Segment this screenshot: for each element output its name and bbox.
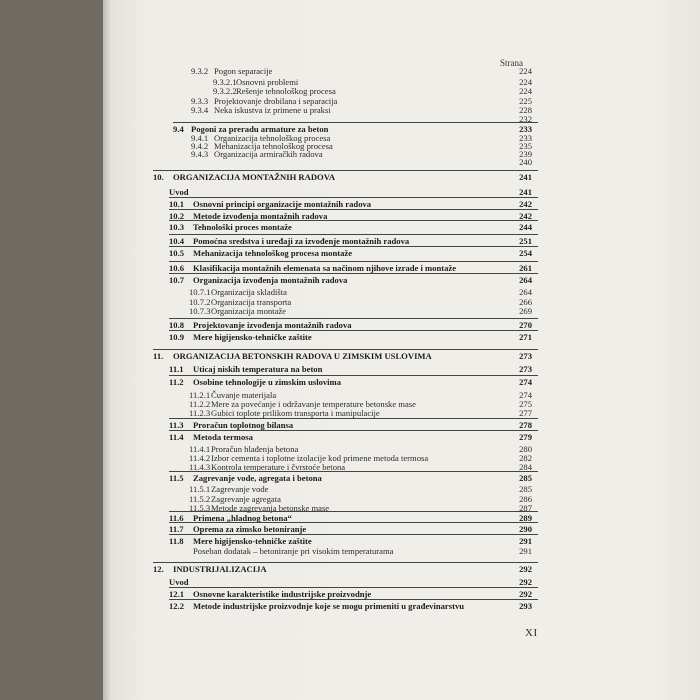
toc-entry — [103, 589, 532, 599]
toc-entry — [103, 364, 532, 374]
toc-entry-page: 291 — [519, 536, 532, 546]
toc-entry-number: 10.6 — [169, 263, 185, 273]
toc-entry-page: 287 — [519, 503, 532, 513]
toc-entry — [103, 536, 532, 546]
toc-entry-page: 240 — [519, 157, 532, 167]
toc-entry-page: 264 — [519, 287, 532, 297]
toc-entry-number: 9.4.2 — [191, 141, 209, 151]
toc-entry-page: 261 — [519, 263, 532, 273]
toc-entry-title: Neka iskustva iz primene u praksi — [214, 105, 331, 115]
toc-entry-page: 224 — [519, 66, 532, 76]
toc-entry — [103, 66, 532, 76]
toc-entry-number: 11.2 — [169, 377, 184, 387]
toc-entry-page: 282 — [519, 453, 532, 463]
toc-entry-number: 10.7.2 — [189, 297, 211, 307]
toc-entry — [103, 306, 532, 316]
toc-entry-page: 292 — [519, 577, 532, 587]
toc-entry-number: 11. — [153, 351, 164, 361]
section-rule — [169, 234, 538, 235]
toc-entry — [103, 248, 532, 258]
page-number: XI — [525, 627, 538, 639]
toc-entry-title: Organizacija transporta — [211, 297, 292, 307]
toc-entry-title: Uticaj niskih temperatura na beton — [193, 364, 323, 374]
toc-entry-number: 9.3.2.1 — [213, 77, 237, 87]
toc-entry — [103, 287, 532, 297]
toc-entry-number: 11.5.3 — [189, 503, 211, 513]
section-rule — [169, 375, 538, 376]
toc-entry-page: 284 — [519, 462, 532, 472]
toc-entry-number: 12. — [153, 564, 164, 574]
toc-entry — [103, 157, 532, 167]
toc-entry-page: 224 — [519, 86, 532, 96]
toc-entry-number: 9.4.1 — [191, 133, 209, 143]
toc-entry-number: 9.3.4 — [191, 105, 209, 115]
section-rule — [169, 471, 538, 472]
toc-entry-number: 10.1 — [169, 199, 185, 209]
toc-entry-title: Mere higijensko-tehničke zaštite — [193, 332, 312, 342]
toc-entry-page: 292 — [519, 589, 532, 599]
toc-entry-title: Oprema za zimsko betoniranje — [193, 524, 307, 534]
toc-entry-page: 235 — [519, 141, 532, 151]
toc-entry-page: 239 — [519, 149, 532, 159]
toc-entry-title: Organizacija izvođenja montažnih radova — [193, 275, 348, 285]
section-rule — [169, 599, 538, 600]
toc-entry-title: Organizacija armiračkih radova — [214, 149, 323, 159]
toc-entry-title: Proračun hlađenja betona — [211, 444, 299, 454]
toc-entry-title: Mehanizacija tehnološkog procesa montaže — [193, 248, 353, 258]
toc-entry-title: Zagrevanje agregata — [211, 494, 281, 504]
section-rule — [169, 522, 538, 523]
toc-entry-page: 251 — [519, 236, 532, 246]
toc-entry — [103, 263, 532, 273]
toc-entry-title: Pomoćna sredstva i uređaji za izvođenje montažnih radova — [193, 236, 410, 246]
toc-entry-title: Zagrevanje vode, agregata i betona — [193, 473, 322, 483]
toc-entry-title: ORGANIZACIJA MONTAŽNIH RADOVA — [173, 172, 336, 182]
toc-entry-title: Klasifikacija montažnih elemenata sa načinom njihove izrade i montaže — [193, 263, 457, 273]
toc-entry-title: Proračun toplotnog bilansa — [193, 420, 294, 430]
toc-entry — [103, 484, 532, 494]
section-rule — [173, 122, 538, 123]
toc-entry-page: 271 — [519, 332, 532, 342]
section-rule — [153, 170, 538, 171]
toc-entry-number: 10.8 — [169, 320, 185, 330]
toc-entry-title: Organizacija montaže — [211, 306, 286, 316]
toc-entry-number: 9.4 — [173, 124, 184, 134]
toc-entry-number: 9.3.3 — [191, 96, 209, 106]
toc-entry-title: Poseban dodatak – betoniranje pri visokim temperaturama — [193, 546, 394, 556]
toc-entry — [103, 524, 532, 534]
section-rule — [169, 418, 538, 419]
toc-entry-number: 12.1 — [169, 589, 185, 599]
toc-entry-page: 270 — [519, 320, 532, 330]
toc-entry-number: 11.4.1 — [189, 444, 211, 454]
toc-entry-page: 285 — [519, 473, 532, 483]
toc-entry-page: 274 — [519, 390, 532, 400]
toc-entry-page: 241 — [519, 187, 532, 197]
toc-entry — [103, 577, 532, 587]
toc-entry-number: 10.9 — [169, 332, 185, 342]
toc-entry-number: 10.3 — [169, 222, 185, 232]
toc-entry-number: 11.5.1 — [189, 484, 211, 494]
toc-entry — [103, 564, 532, 574]
toc-entry-number: 9.3.2.2 — [213, 86, 237, 96]
toc-entry-page: 264 — [519, 275, 532, 285]
toc-entry-page: 241 — [519, 172, 532, 182]
toc-entry-title: Mere higijensko-tehničke zaštite — [193, 536, 312, 546]
toc-entry-page: 228 — [519, 105, 532, 115]
toc-entry-number: 11.6 — [169, 513, 184, 523]
toc-entry — [103, 86, 532, 96]
toc-entry-title: Organizacija skladišta — [211, 287, 287, 297]
toc-entry-title: Tehnološki proces montaže — [193, 222, 292, 232]
toc-entry — [103, 172, 532, 182]
toc-entry-title: Osnovni problemi — [236, 77, 299, 87]
toc-entry-number: 10.7.1 — [189, 287, 211, 297]
toc-entry-page: 275 — [519, 399, 532, 409]
toc-entry-number: 11.8 — [169, 536, 184, 546]
toc-entry — [103, 473, 532, 483]
toc-entry-title: Čuvanje materijala — [211, 390, 277, 400]
toc-entry — [103, 187, 532, 197]
toc-entry-title: Projektovanje izvođenja montažnih radova — [193, 320, 352, 330]
toc-entry-number: 11.2.1 — [189, 390, 211, 400]
toc-entry-title: Pogoni za preradu armature za beton — [191, 124, 329, 134]
toc-entry-title: Organizacija tehnološkog procesa — [214, 133, 331, 143]
toc-entry-page: 266 — [519, 297, 532, 307]
toc-entry-number: 9.4.3 — [191, 149, 209, 159]
toc-entry — [103, 601, 532, 611]
toc-entry-title: Metoda termosa — [193, 432, 253, 442]
toc-entry-page: 279 — [519, 432, 532, 442]
section-rule — [169, 197, 538, 198]
toc-entry-title: Mehanizacija tehnološkog procesa — [214, 141, 333, 151]
toc-entry-number: 10.2 — [169, 211, 185, 221]
toc-entry-page: 233 — [519, 133, 532, 143]
toc-entry — [103, 236, 532, 246]
toc-entry-title: Kontrola temperature i čvrstoće betona — [211, 462, 346, 472]
toc-entry — [103, 351, 532, 361]
toc-entry-number: 11.4.3 — [189, 462, 211, 472]
toc-entry — [103, 432, 532, 442]
toc-entry-title: Uvod — [169, 577, 189, 587]
section-rule — [169, 273, 538, 274]
section-rule — [169, 511, 538, 512]
toc-entry-page: 233 — [519, 124, 532, 134]
toc-entry-title: Projektovanje drobilana i separacija — [214, 96, 338, 106]
toc-entry — [103, 420, 532, 430]
toc-entry-title: Zagrevanje vode — [211, 484, 269, 494]
toc-entry-title: Mere za povećanje i održavanje temperature betonske mase — [211, 399, 416, 409]
toc-entry-title: Osnovne karakteristike industrijske proizvodnje — [193, 589, 372, 599]
toc-entry-number: 11.7 — [169, 524, 184, 534]
toc-entry-number: 11.5 — [169, 473, 184, 483]
toc-entry-page: 280 — [519, 444, 532, 454]
toc-entry-page: 291 — [519, 546, 532, 556]
toc-entry-page: 244 — [519, 222, 532, 232]
toc-entry-page: 277 — [519, 408, 532, 418]
toc-entry — [103, 377, 532, 387]
section-rule — [153, 349, 538, 350]
toc-entry-page: 289 — [519, 513, 532, 523]
toc-entry-page: 274 — [519, 377, 532, 387]
toc-entry-page: 273 — [519, 351, 532, 361]
toc-entry-number: 11.1 — [169, 364, 184, 374]
toc-entry-number: 11.4.2 — [189, 453, 211, 463]
toc-entry-page: 242 — [519, 199, 532, 209]
toc-entry-page: 225 — [519, 96, 532, 106]
toc-entry-page: 290 — [519, 524, 532, 534]
toc-entry — [103, 222, 532, 232]
toc-entry — [103, 275, 532, 285]
toc-entry-number: 10.7.3 — [189, 306, 211, 316]
toc-entry — [103, 546, 532, 556]
toc-entry-page: 224 — [519, 77, 532, 87]
toc-entry-title: Osobine tehnologije u zimskim uslovima — [193, 377, 342, 387]
section-rule — [169, 330, 538, 331]
strana-label: Strana — [500, 58, 523, 68]
toc-entry-number: 11.2.2 — [189, 399, 211, 409]
toc-entry-page: 273 — [519, 364, 532, 374]
toc-entry-page: 242 — [519, 211, 532, 221]
toc-entry-page: 269 — [519, 306, 532, 316]
toc-entry-title: INDUSTRIJALIZACIJA — [173, 564, 267, 574]
section-rule — [153, 562, 538, 563]
toc-entry-page: 278 — [519, 420, 532, 430]
toc-entry-title: Uvod — [169, 187, 189, 197]
toc-entry-number: 9.3.2 — [191, 66, 209, 76]
toc-entry-title: Rešenje tehnološkog procesa — [236, 86, 336, 96]
toc-entry-number: 10.5 — [169, 248, 185, 258]
toc-entry-title: Metode industrijske proizvodnje koje se mogu primeniti u građevinarstvu — [193, 601, 465, 611]
section-rule — [169, 246, 538, 247]
toc-entry-page: 285 — [519, 484, 532, 494]
toc-entry-title: Izbor cementa i toplotne izolacije kod primene metoda termosa — [211, 453, 429, 463]
toc-entry-title: Osnovni principi organizacije montažnih radova — [193, 199, 372, 209]
toc-entry-page: 292 — [519, 564, 532, 574]
section-rule — [169, 209, 538, 210]
toc-entry-title: Pogon separacije — [214, 66, 273, 76]
toc-entry-number: 11.5.2 — [189, 494, 211, 504]
section-rule — [169, 261, 538, 262]
section-rule — [169, 587, 538, 588]
toc-entry-number: 10. — [153, 172, 164, 182]
toc-entry — [103, 199, 532, 209]
toc-entry-number: 10.4 — [169, 236, 185, 246]
toc-entry-title: Gubici toplote prilikom transporta i manipulacije — [211, 408, 380, 418]
toc-entry-number: 10.7 — [169, 275, 185, 285]
toc-entry — [103, 320, 532, 330]
toc-entry-page: 254 — [519, 248, 532, 258]
book-page — [103, 0, 700, 700]
toc-entry — [103, 332, 532, 342]
toc-entry-page: 232 — [519, 114, 532, 124]
toc-entry-title: Metode zagrevanja betonske mase — [211, 503, 330, 513]
toc-entry-page: 293 — [519, 601, 532, 611]
section-rule — [169, 220, 538, 221]
toc-entry-number: 12.2 — [169, 601, 185, 611]
section-rule — [169, 534, 538, 535]
toc-entry-title: Primena „hladnog betona“ — [193, 513, 292, 523]
toc-entry-number: 11.2.3 — [189, 408, 211, 418]
section-rule — [169, 430, 538, 431]
section-rule — [169, 318, 538, 319]
toc-entry — [103, 408, 532, 418]
toc-entry-number: 11.3 — [169, 420, 184, 430]
toc-entry-title: Metode izvođenja montažnih radova — [193, 211, 328, 221]
toc-entry-number: 11.4 — [169, 432, 184, 442]
toc-entry-title: ORGANIZACIJA BETONSKIH RADOVA U ZIMSKIM USLOVIMA — [173, 351, 432, 361]
toc-entry-page: 286 — [519, 494, 532, 504]
